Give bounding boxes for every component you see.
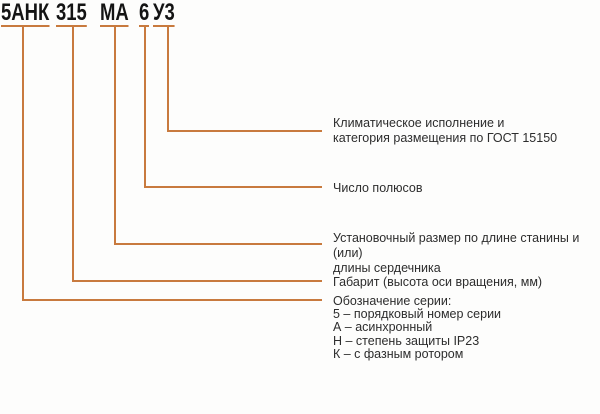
label-series (333, 295, 593, 361)
label-series-item-number: 5 – порядковый номер серии (333, 307, 502, 322)
label-poles-line-1: Число полюсов (333, 181, 423, 195)
connector-line-series (22, 27, 322, 301)
designation-segment-mounting-size: МА (100, 0, 129, 26)
label-climate-line-1: Климатическое исполнение и (333, 116, 505, 130)
label-frame-size (333, 275, 593, 290)
label-mounting-size-line-1: Установочный размер по длине станины и (или) (333, 231, 580, 260)
label-series-item-ip23: Н – степень защиты IP23 (333, 333, 480, 348)
designation-segment-frame-size: 315 (56, 0, 87, 26)
label-climate-line-2: категория размещения по ГОСТ 15150 (333, 131, 558, 145)
label-series-item-async: А – асинхронный (333, 320, 433, 335)
label-mounting-size (333, 231, 593, 276)
label-poles (333, 181, 593, 196)
label-series-heading: Обозначение серии: (333, 294, 452, 308)
label-climate (333, 116, 593, 146)
designation-segment-climate: У3 (153, 0, 175, 26)
label-frame-size-line-1: Габарит (высота оси вращения, мм) (333, 275, 543, 289)
designation-segment-series: 5АНК (1, 0, 50, 26)
label-series-item-rotor: К – с фазным ротором (333, 346, 464, 361)
designation-segment-poles: 6 (139, 0, 150, 26)
label-mounting-size-line-2: длины сердечника (333, 261, 441, 275)
